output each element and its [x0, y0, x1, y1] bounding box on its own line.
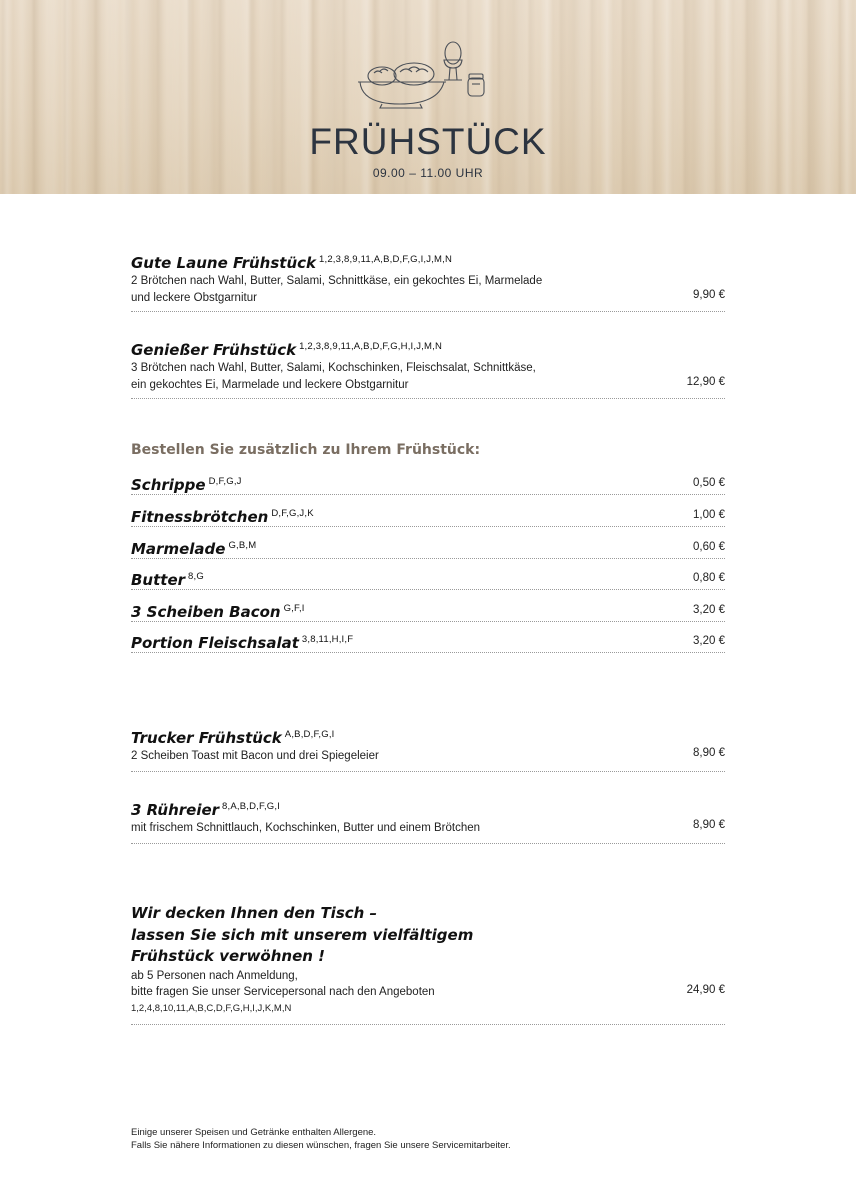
item-price: 3,20 €	[693, 604, 725, 616]
item-name	[131, 797, 725, 820]
item-name	[131, 567, 725, 590]
menu-header	[0, 0, 856, 194]
allergen-codes: 1,2,4,8,10,11,A,B,C,D,F,G,H,I,J,K,M,N	[131, 1002, 292, 1014]
extras-heading: Bestellen Sie zusätzlich zu Ihrem Frühstück:	[131, 442, 481, 458]
menu-item-ruehreier	[131, 797, 725, 837]
item-title: Gute Laune Frühstück	[131, 254, 316, 272]
extra-item	[131, 567, 725, 590]
allergen-codes: D,F,G,J,K	[271, 508, 314, 519]
item-name	[131, 337, 725, 360]
item-price: 0,50 €	[693, 477, 725, 489]
allergen-codes: 3,8,11,H,I,F	[301, 634, 354, 645]
dotted-divider	[131, 652, 725, 653]
item-price: 0,80 €	[693, 572, 725, 584]
item-price: 0,60 €	[693, 541, 725, 553]
extra-item	[131, 504, 725, 527]
item-price: 1,00 €	[693, 509, 725, 521]
allergen-codes: 1,2,3,8,9,11,A,B,D,F,G,I,J,M,N	[319, 254, 453, 265]
item-title: Portion Fleischsalat	[131, 634, 299, 652]
item-description-line: ein gekochtes Ei, Marmelade und leckere Obstgarnitur	[131, 379, 409, 391]
dotted-divider	[131, 526, 725, 527]
item-description-line: bitte fragen Sie unser Servicepersonal nach den Angeboten	[131, 985, 435, 998]
item-title: Marmelade	[131, 540, 226, 558]
item-title: 3 Rühreier	[131, 801, 220, 819]
allergen-codes: D,F,G,J	[208, 476, 242, 487]
dotted-divider	[131, 398, 725, 399]
dotted-divider	[131, 589, 725, 590]
allergen-notice-line: Falls Sie nähere Informationen zu diesen wünschen, fragen Sie unsere Servicemitarbeiter.	[131, 1140, 511, 1151]
allergen-codes: 1,2,3,8,9,11,A,B,D,F,G,H,I,J,M,N	[299, 341, 443, 352]
menu-item-geniesser	[131, 337, 725, 394]
item-name	[131, 472, 725, 495]
item-description-line: 3 Brötchen nach Wahl, Butter, Salami, Kochschinken, Fleischsalat, Schnittkäse,	[131, 362, 536, 374]
item-description-line: ab 5 Personen nach Anmeldung,	[131, 969, 298, 982]
allergen-codes: 8,G	[188, 571, 204, 582]
dotted-divider	[131, 494, 725, 495]
offer-headline-line: lassen Sie sich mit unserem vielfältigem	[131, 925, 474, 944]
allergen-notice-line: Einige unserer Speisen und Getränke enthalten Allergene.	[131, 1127, 377, 1138]
extra-item	[131, 472, 725, 495]
opening-hours: 09.00 – 11.00 UHR	[372, 166, 484, 180]
allergen-codes: A,B,D,F,G,I	[284, 729, 335, 740]
item-price: 12,90 €	[686, 376, 725, 388]
item-name	[131, 599, 725, 622]
item-title: Fitnessbrötchen	[131, 508, 269, 526]
item-price: 3,20 €	[693, 635, 725, 647]
breakfast-bread-egg-jar-icon	[352, 38, 502, 110]
item-title: Trucker Frühstück	[131, 729, 282, 747]
item-description-line: 2 Brötchen nach Wahl, Butter, Salami, Schnittkäse, ein gekochtes Ei, Marmelade	[131, 275, 543, 287]
item-name	[131, 725, 725, 748]
item-name	[131, 504, 725, 527]
page-title: FRÜHSTÜCK	[309, 121, 547, 162]
extra-item	[131, 630, 725, 653]
item-description-line: und leckere Obstgarnitur	[131, 292, 257, 304]
item-name	[131, 630, 725, 653]
dotted-divider	[131, 311, 725, 312]
item-description-line: mit frischem Schnittlauch, Kochschinken, Butter und einem Brötchen	[131, 822, 481, 834]
allergen-codes: G,B,M	[228, 540, 257, 551]
offer-headline-line: Wir decken Ihnen den Tisch –	[131, 904, 378, 922]
item-price: 24,90 €	[686, 984, 725, 996]
menu-item-trucker	[131, 725, 725, 765]
item-title: Schrippe	[131, 476, 206, 494]
extra-item	[131, 599, 725, 622]
item-price: 8,90 €	[693, 819, 725, 831]
menu-item-gute-laune	[131, 250, 725, 307]
offer-headline-line: Frühstück verwöhnen !	[131, 947, 326, 965]
dotted-divider	[131, 771, 725, 772]
dotted-divider	[131, 621, 725, 622]
allergen-codes: 8,A,B,D,F,G,I	[222, 801, 281, 812]
allergen-notice	[131, 1126, 511, 1152]
item-name	[131, 536, 725, 559]
item-title: Butter	[131, 571, 186, 589]
dotted-divider	[131, 558, 725, 559]
dotted-divider	[131, 1024, 725, 1025]
dotted-divider	[131, 843, 725, 844]
item-title: Genießer Frühstück	[131, 341, 297, 359]
extra-item	[131, 536, 725, 559]
item-description-line: 2 Scheiben Toast mit Bacon und drei Spiegeleier	[131, 750, 379, 762]
item-price: 8,90 €	[693, 747, 725, 759]
item-price: 9,90 €	[693, 289, 725, 301]
allergen-codes: G,F,I	[283, 603, 305, 614]
item-name	[131, 250, 725, 273]
item-title: 3 Scheiben Bacon	[131, 603, 281, 621]
menu-item-group-offer	[131, 903, 725, 1018]
